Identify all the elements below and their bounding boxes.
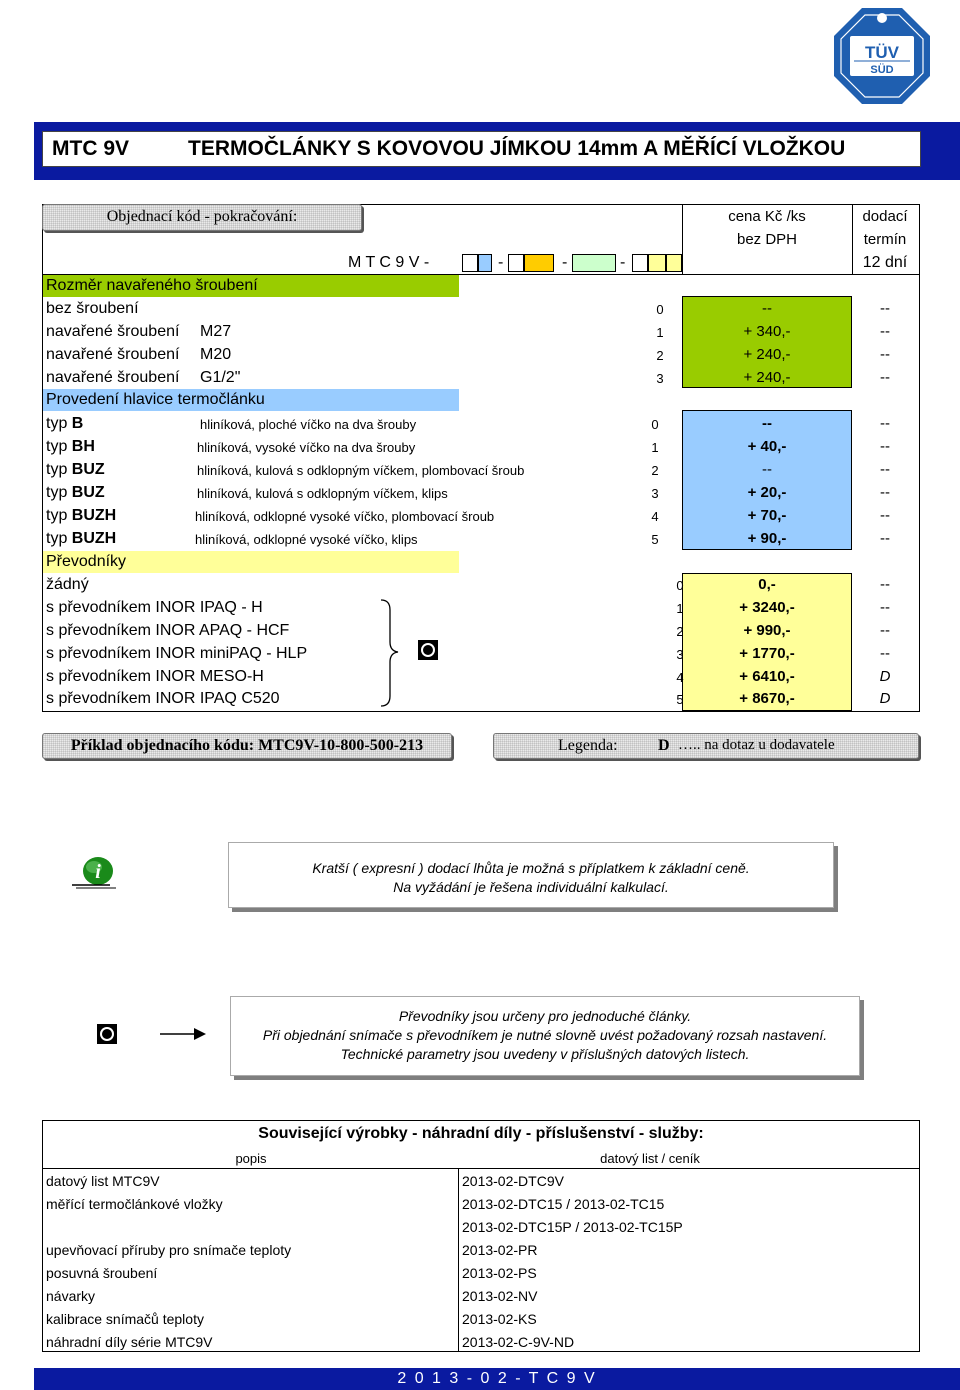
- row-code: 0: [676, 578, 684, 593]
- info-line-2: Na vyžádání je řešena individuální kalkulací.: [393, 879, 669, 895]
- row-price: --: [762, 415, 772, 432]
- row-prefix: typ: [46, 484, 68, 501]
- row-price: + 240,-: [743, 369, 791, 386]
- row-price: + 8670,-: [739, 690, 795, 707]
- row-detail: M20: [200, 346, 232, 363]
- row-price: 0,-: [758, 576, 776, 593]
- row-term: --: [880, 507, 890, 524]
- related-sheet: 2013-02-DTC15P / 2013-02-TC15P: [462, 1219, 683, 1235]
- row-code: 4: [676, 670, 684, 685]
- brace-icon: [376, 598, 406, 708]
- row-price: --: [762, 461, 772, 478]
- code-slot: [632, 254, 648, 272]
- row-name: s převodníkem INOR MESO-H: [46, 668, 264, 685]
- row-term: --: [880, 461, 890, 478]
- row-term: --: [880, 576, 890, 593]
- code-slot-yellow: [666, 254, 682, 272]
- arrow-right-icon: [160, 1026, 206, 1042]
- related-desc: náhradní díly série MTC9V: [46, 1334, 213, 1350]
- row-detail: hliníková, odklopné vysoké víčko, klips: [195, 532, 418, 547]
- transmitter-marker-icon: [97, 1024, 117, 1044]
- row-name: žádný: [46, 576, 89, 593]
- related-desc: návarky: [46, 1288, 96, 1304]
- row-code: 1: [676, 601, 684, 616]
- related-sheet: 2013-02-NV: [462, 1288, 538, 1304]
- info-icon: [70, 855, 118, 891]
- row-detail: G1/2": [200, 369, 241, 386]
- row-code: 2: [676, 624, 684, 639]
- row-term: --: [880, 438, 890, 455]
- code-slot-blue: [478, 254, 492, 272]
- related-sheet: 2013-02-DTC9V: [462, 1173, 564, 1189]
- code-slot-green: [572, 254, 616, 272]
- price-header-2: bez DPH: [736, 231, 798, 248]
- transmitter-line-3: Technické parametry jsou uvedeny v příslušných datových listech.: [340, 1046, 750, 1062]
- row-code: 3: [656, 371, 664, 386]
- svg-text:i: i: [95, 861, 101, 883]
- section-title: Převodníky: [46, 553, 127, 570]
- legend-d: D: [658, 737, 670, 754]
- section-title: Rozměr navařeného šroubení: [46, 277, 258, 294]
- svg-text:TÜV: TÜV: [865, 43, 899, 62]
- price-header-1: cena Kč /ks: [728, 208, 806, 225]
- row-code: 1: [656, 325, 664, 340]
- row-price: + 990,-: [743, 622, 791, 639]
- row-prefix: typ: [46, 530, 68, 547]
- row-code: 1: [651, 440, 659, 455]
- row-term: --: [880, 645, 890, 662]
- row-type: BUZH: [71, 530, 117, 547]
- svg-text:SÜD: SÜD: [870, 64, 894, 76]
- row-prefix: typ: [46, 507, 68, 524]
- info-line-1: Kratší ( expresní ) dodací lhůta je možná s příplatkem k základní ceně.: [312, 860, 750, 876]
- related-desc: posuvná šroubení: [46, 1265, 158, 1281]
- row-term: --: [880, 300, 890, 317]
- row-term: D: [879, 690, 891, 707]
- row-price: + 90,-: [747, 530, 787, 547]
- row-price: + 3240,-: [739, 599, 795, 616]
- row-term: --: [880, 323, 890, 340]
- related-sheet: 2013-02-PR: [462, 1242, 538, 1258]
- row-code: 4: [651, 509, 659, 524]
- row-name: bez šroubení: [46, 300, 139, 317]
- row-name: s převodníkem INOR IPAQ C520: [46, 690, 280, 707]
- row-detail: hliníková, odklopné vysoké víčko, plombovací šroub: [195, 509, 495, 524]
- row-name: navařené šroubení: [46, 346, 180, 363]
- term-header-2: termín: [863, 231, 907, 248]
- row-code: 5: [651, 532, 659, 547]
- code-slot-yellow: [648, 254, 666, 272]
- dash: -: [620, 254, 626, 271]
- row-code: 2: [651, 463, 659, 478]
- legend-label: Legenda:: [558, 737, 618, 754]
- dash: -: [498, 254, 504, 271]
- related-desc: upevňovací příruby pro snímače teploty: [46, 1242, 292, 1258]
- dash: -: [562, 254, 568, 271]
- col-sheet-header: datový list / ceník: [600, 1151, 700, 1166]
- row-price: + 20,-: [747, 484, 787, 501]
- row-prefix: typ: [46, 461, 68, 478]
- row-type: BUZ: [71, 461, 105, 478]
- row-price: + 6410,-: [739, 668, 795, 685]
- row-type: BH: [71, 438, 95, 455]
- row-code: 0: [656, 302, 664, 317]
- transmitter-line-2: Při objednání snímače s převodníkem je nutné slovně uvést požadovaný rozsah nastavení.: [262, 1027, 828, 1043]
- row-prefix: typ: [46, 415, 68, 432]
- delivery-term: 12 dní: [862, 254, 908, 271]
- row-detail: hliníková, vysoké víčko na dva šrouby: [197, 440, 416, 455]
- legend-d-text: ….. na dotaz u dodavatele: [678, 737, 835, 753]
- row-prefix: typ: [46, 438, 68, 455]
- related-sheet: 2013-02-PS: [462, 1265, 537, 1281]
- row-term: --: [880, 599, 890, 616]
- tuv-sud-logo: [832, 6, 932, 106]
- order-code-prefix: M T C 9 V -: [348, 254, 430, 271]
- row-term: --: [880, 484, 890, 501]
- row-price: --: [762, 300, 772, 317]
- row-term: --: [880, 369, 890, 386]
- row-type: BUZH: [71, 507, 117, 524]
- row-code: 3: [676, 647, 684, 662]
- row-detail: hliníková, kulová s odklopným víčkem, klips: [197, 486, 448, 501]
- row-price: + 40,-: [747, 438, 787, 455]
- row-code: 5: [676, 692, 684, 707]
- code-slot: [508, 254, 524, 272]
- row-price: + 70,-: [747, 507, 787, 524]
- row-detail: M27: [200, 323, 232, 340]
- related-desc: kalibrace snímačů teploty: [46, 1311, 204, 1327]
- related-desc: měřící termočlánkové vložky: [46, 1196, 223, 1212]
- row-type: B: [71, 415, 84, 432]
- row-term: --: [880, 530, 890, 547]
- page-title: TERMOČLÁNKY S KOVOVOU JÍMKOU 14mm A MĚŘÍCÍ VLOŽKOU: [188, 137, 846, 160]
- col-desc-header: popis: [235, 1151, 267, 1166]
- transmitter-line-1: Převodníky jsou určeny pro jednoduché články.: [398, 1008, 692, 1024]
- term-header-1: dodací: [862, 208, 908, 225]
- row-type: BUZ: [71, 484, 105, 501]
- example-code: Příklad objednacího kódu: MTC9V-10-800-500-213: [70, 737, 424, 754]
- product-code: MTC 9V: [52, 137, 130, 160]
- row-price: + 1770,-: [739, 645, 795, 662]
- related-desc: datový list MTC9V: [46, 1173, 160, 1189]
- row-term: D: [879, 668, 891, 685]
- row-price: + 240,-: [743, 346, 791, 363]
- row-code: 3: [651, 486, 659, 501]
- related-title: Související výrobky - náhradní díly - příslušenství - služby:: [258, 1125, 704, 1142]
- related-sheet: 2013-02-KS: [462, 1311, 537, 1327]
- code-slot: [462, 254, 478, 272]
- related-sheet: 2013-02-DTC15 / 2013-02-TC15: [462, 1196, 665, 1212]
- row-code: 2: [656, 348, 664, 363]
- row-name: s převodníkem INOR APAQ - HCF: [46, 622, 290, 639]
- row-name: navařené šroubení: [46, 369, 180, 386]
- related-sheet: 2013-02-C-9V-ND: [462, 1334, 575, 1350]
- row-price: + 340,-: [743, 323, 791, 340]
- row-detail: hliníková, kulová s odklopným víčkem, plombovací šroub: [197, 463, 525, 478]
- transmitter-marker-icon: [418, 640, 438, 660]
- footer-document-code: 2 0 1 3 - 0 2 - T C 9 V: [34, 1368, 960, 1390]
- row-code: 0: [651, 417, 659, 432]
- row-name: navařené šroubení: [46, 323, 180, 340]
- order-continuation-label: Objednací kód - pokračování:: [106, 208, 298, 225]
- row-term: --: [880, 346, 890, 363]
- row-detail: hliníková, ploché víčko na dva šrouby: [200, 417, 417, 432]
- row-term: --: [880, 622, 890, 639]
- row-name: s převodníkem INOR miniPAQ - HLP: [46, 645, 308, 662]
- row-term: --: [880, 415, 890, 432]
- section-title: Provedení hlavice termočlánku: [46, 391, 265, 408]
- row-name: s převodníkem INOR IPAQ - H: [46, 599, 263, 616]
- code-slot-orange: [524, 254, 554, 272]
